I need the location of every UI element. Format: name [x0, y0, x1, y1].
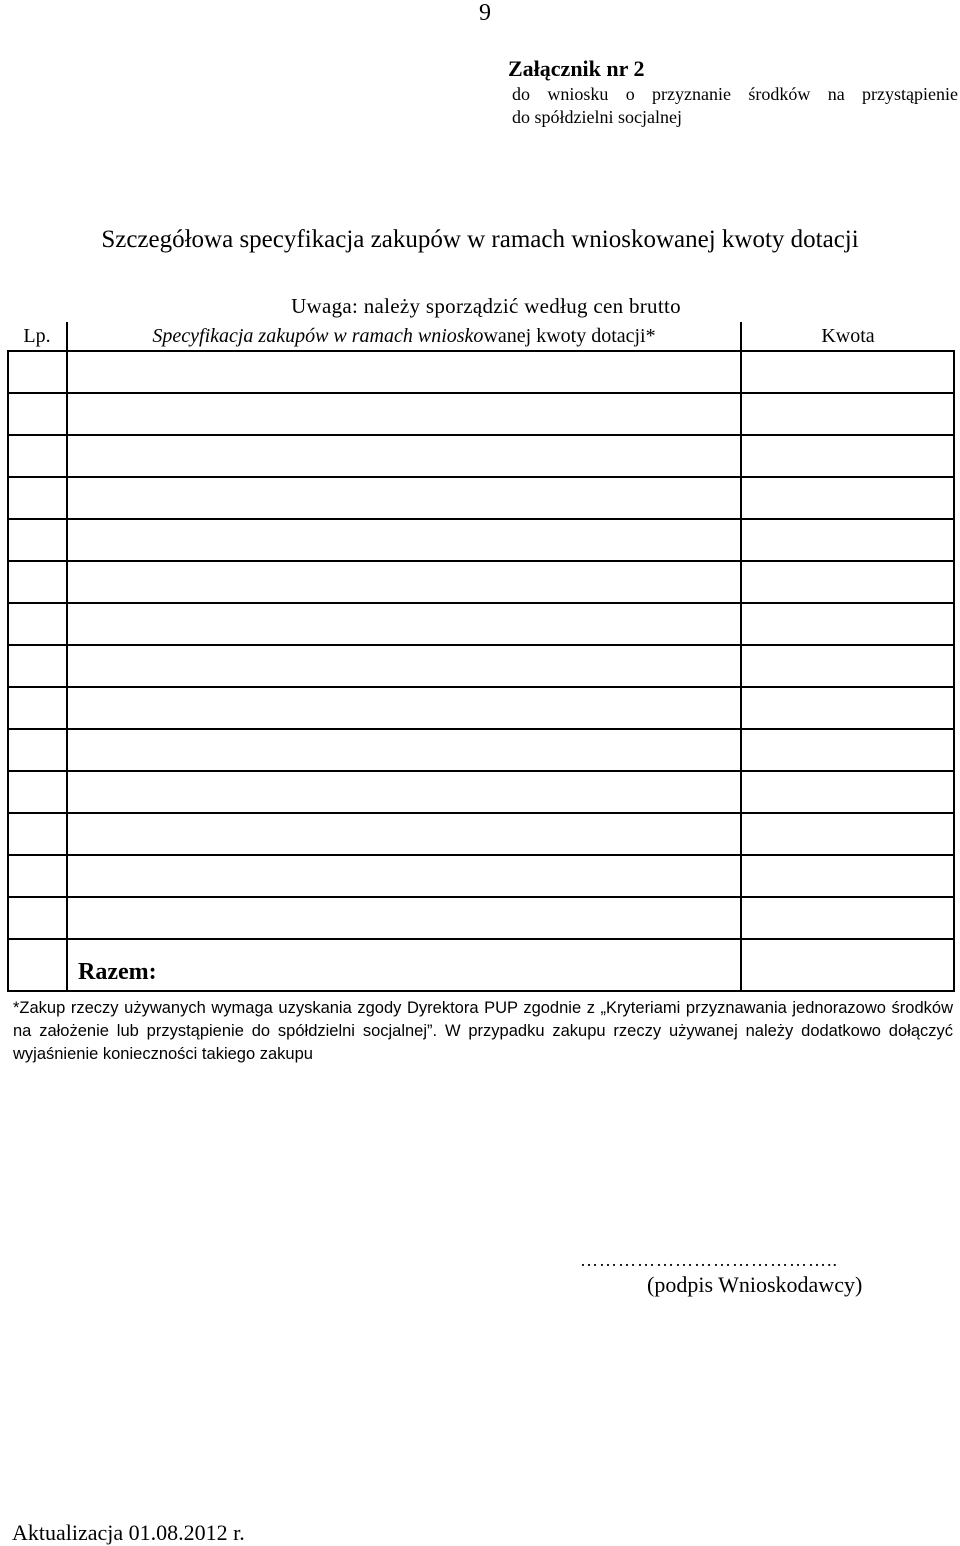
signature-label: (podpis Wnioskodawcy): [647, 1272, 863, 1297]
amount-cell[interactable]: [741, 855, 954, 897]
specification-table: [7, 322, 955, 992]
amount-cell[interactable]: [741, 729, 954, 771]
total-amount-cell[interactable]: [741, 939, 954, 991]
specification-cell[interactable]: [67, 645, 741, 687]
update-date: Aktualizacja 01.08.2012 r.: [12, 1520, 245, 1545]
specification-cell[interactable]: [67, 771, 741, 813]
lp-cell[interactable]: [8, 351, 67, 393]
amount-cell[interactable]: [741, 435, 954, 477]
annex-subtitle-line1: do wniosku o przyznanie środków na przystąpienie: [512, 84, 958, 104]
header-specification-italic: Specyfikacja zakupów w ramach wniosko: [152, 324, 484, 347]
amount-cell[interactable]: [741, 687, 954, 729]
amount-cell[interactable]: [741, 393, 954, 435]
amount-cell[interactable]: [741, 351, 954, 393]
lp-cell[interactable]: [8, 771, 67, 813]
annex-title: Załącznik nr 2: [508, 56, 645, 81]
footnote: [13, 997, 953, 1066]
table-row: [8, 645, 954, 687]
table-total-row: [8, 939, 954, 991]
lp-cell[interactable]: [8, 897, 67, 939]
lp-cell[interactable]: [8, 729, 67, 771]
table-row: [8, 519, 954, 561]
gross-price-note: Uwaga: należy sporządzić według cen brutto: [291, 294, 681, 318]
table-header-row: [8, 322, 954, 351]
signature-line: …………………………………..: [580, 1250, 838, 1270]
specification-cell[interactable]: [67, 561, 741, 603]
table-row: [8, 435, 954, 477]
lp-cell[interactable]: [8, 687, 67, 729]
total-label: Razem:: [67, 939, 741, 991]
amount-cell[interactable]: [741, 897, 954, 939]
table-row: [8, 813, 954, 855]
specification-cell[interactable]: [67, 351, 741, 393]
lp-cell[interactable]: [8, 393, 67, 435]
specification-cell[interactable]: [67, 687, 741, 729]
specification-cell[interactable]: [67, 519, 741, 561]
table-row: [8, 561, 954, 603]
lp-cell[interactable]: [8, 435, 67, 477]
specification-cell[interactable]: [67, 897, 741, 939]
specification-cell[interactable]: [67, 435, 741, 477]
header-specification-plain: wanej kwoty dotacji*: [483, 324, 656, 347]
amount-cell[interactable]: [741, 813, 954, 855]
table-row: [8, 603, 954, 645]
table-row: [8, 393, 954, 435]
specification-cell[interactable]: [67, 855, 741, 897]
lp-cell[interactable]: [8, 855, 67, 897]
header-amount: Kwota: [741, 322, 954, 351]
table-row: [8, 897, 954, 939]
amount-cell[interactable]: [741, 561, 954, 603]
total-lp-cell: [8, 939, 67, 991]
header-specification: [67, 322, 741, 351]
specification-cell[interactable]: [67, 477, 741, 519]
lp-cell[interactable]: [8, 603, 67, 645]
table-row: [8, 687, 954, 729]
amount-cell[interactable]: [741, 603, 954, 645]
lp-cell[interactable]: [8, 561, 67, 603]
specification-cell[interactable]: [67, 603, 741, 645]
amount-cell[interactable]: [741, 519, 954, 561]
header-lp: Lp.: [8, 322, 67, 351]
lp-cell[interactable]: [8, 813, 67, 855]
footnote-line3: wyjaśnienie konieczności takiego zakupu: [13, 1045, 313, 1063]
lp-cell[interactable]: [8, 645, 67, 687]
table-row: [8, 477, 954, 519]
lp-cell[interactable]: [8, 519, 67, 561]
specification-cell[interactable]: [67, 729, 741, 771]
annex-subtitle-line2: do spółdzielni socjalnej: [512, 107, 682, 127]
table-row: [8, 351, 954, 393]
amount-cell[interactable]: [741, 477, 954, 519]
amount-cell[interactable]: [741, 771, 954, 813]
table-row: [8, 771, 954, 813]
specification-cell[interactable]: [67, 813, 741, 855]
table-row: [8, 729, 954, 771]
amount-cell[interactable]: [741, 645, 954, 687]
table-row: [8, 855, 954, 897]
footnote-line1: *Zakup rzeczy używanych wymaga uzyskania zgody Dyrektora PUP zgodnie z „Kryteriami przyznawania jednorazowo środków: [13, 999, 953, 1017]
specification-cell[interactable]: [67, 393, 741, 435]
document-title: Szczegółowa specyfikacja zakupów w ramach wnioskowanej kwoty dotacji: [101, 226, 859, 253]
lp-cell[interactable]: [8, 477, 67, 519]
page-number: 9: [479, 0, 491, 26]
footnote-line2: na założenie lub przystąpienie do spółdzielni socjalnej”. W przypadku zakupu rzeczy używanej należy dodatkowo dołączyć: [13, 1022, 953, 1040]
